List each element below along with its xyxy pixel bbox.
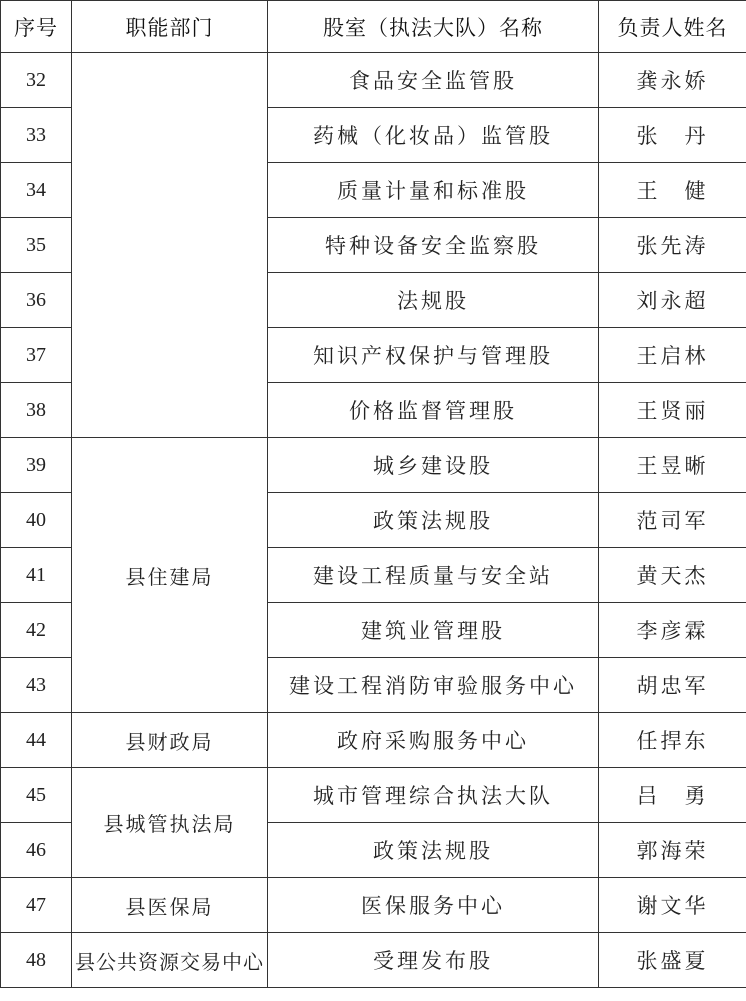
- row-index: 48: [1, 933, 72, 988]
- department-cell: [72, 53, 268, 438]
- office-name: 建筑业管理股: [268, 603, 599, 658]
- header-row: [1, 1, 746, 53]
- person-name: 张 丹: [599, 108, 746, 163]
- person-name: 龚永娇: [599, 53, 746, 108]
- office-name: 建设工程消防审验服务中心: [268, 658, 599, 713]
- row-index: 32: [1, 53, 72, 108]
- person-name: 王贤丽: [599, 383, 746, 438]
- row-index: 36: [1, 273, 72, 328]
- row-index: 33: [1, 108, 72, 163]
- row-index: 41: [1, 548, 72, 603]
- person-name: 李彦霖: [599, 603, 746, 658]
- header-office: 股室（执法大队）名称: [268, 1, 599, 53]
- person-name: 王昱晰: [599, 438, 746, 493]
- table-row: [1, 438, 746, 493]
- row-index: 35: [1, 218, 72, 273]
- office-name: 政府采购服务中心: [268, 713, 599, 768]
- row-index: 38: [1, 383, 72, 438]
- person-name: 王 健: [599, 163, 746, 218]
- row-index: 40: [1, 493, 72, 548]
- office-name: 知识产权保护与管理股: [268, 328, 599, 383]
- department-cell: 县医保局: [72, 878, 268, 933]
- office-name: 政策法规股: [268, 823, 599, 878]
- person-name: 胡忠军: [599, 658, 746, 713]
- table-row: [1, 768, 746, 823]
- department-cell: 县住建局: [72, 438, 268, 713]
- office-name: 质量计量和标准股: [268, 163, 599, 218]
- office-name: 食品安全监管股: [268, 53, 599, 108]
- person-name: 黄天杰: [599, 548, 746, 603]
- row-index: 37: [1, 328, 72, 383]
- row-index: 42: [1, 603, 72, 658]
- person-name: 吕 勇: [599, 768, 746, 823]
- office-name: 价格监督管理股: [268, 383, 599, 438]
- row-index: 34: [1, 163, 72, 218]
- table-row: [1, 713, 746, 768]
- header-department: 职能部门: [72, 1, 268, 53]
- table-row: [1, 878, 746, 933]
- row-index: 43: [1, 658, 72, 713]
- office-name: 政策法规股: [268, 493, 599, 548]
- office-name: 特种设备安全监察股: [268, 218, 599, 273]
- department-cell: 县城管执法局: [72, 768, 268, 878]
- row-index: 45: [1, 768, 72, 823]
- person-name: 刘永超: [599, 273, 746, 328]
- header-person: 负责人姓名: [599, 1, 746, 53]
- person-name: 任捍东: [599, 713, 746, 768]
- office-name: 医保服务中心: [268, 878, 599, 933]
- department-cell: 县财政局: [72, 713, 268, 768]
- person-name: 张先涛: [599, 218, 746, 273]
- office-name: 建设工程质量与安全站: [268, 548, 599, 603]
- header-index: 序号: [1, 1, 72, 53]
- row-index: 39: [1, 438, 72, 493]
- person-name: 范司军: [599, 493, 746, 548]
- person-name: 郭海荣: [599, 823, 746, 878]
- person-name: 王启林: [599, 328, 746, 383]
- table-row: [1, 53, 746, 108]
- row-index: 46: [1, 823, 72, 878]
- office-name: 受理发布股: [268, 933, 599, 988]
- row-index: 47: [1, 878, 72, 933]
- office-name: 城乡建设股: [268, 438, 599, 493]
- office-name: 城市管理综合执法大队: [268, 768, 599, 823]
- person-name: 谢文华: [599, 878, 746, 933]
- office-name: 法规股: [268, 273, 599, 328]
- row-index: 44: [1, 713, 72, 768]
- person-name: 张盛夏: [599, 933, 746, 988]
- office-name: 药械（化妆品）监管股: [268, 108, 599, 163]
- department-cell: 县公共资源交易中心: [72, 933, 268, 988]
- table-row: [1, 933, 746, 988]
